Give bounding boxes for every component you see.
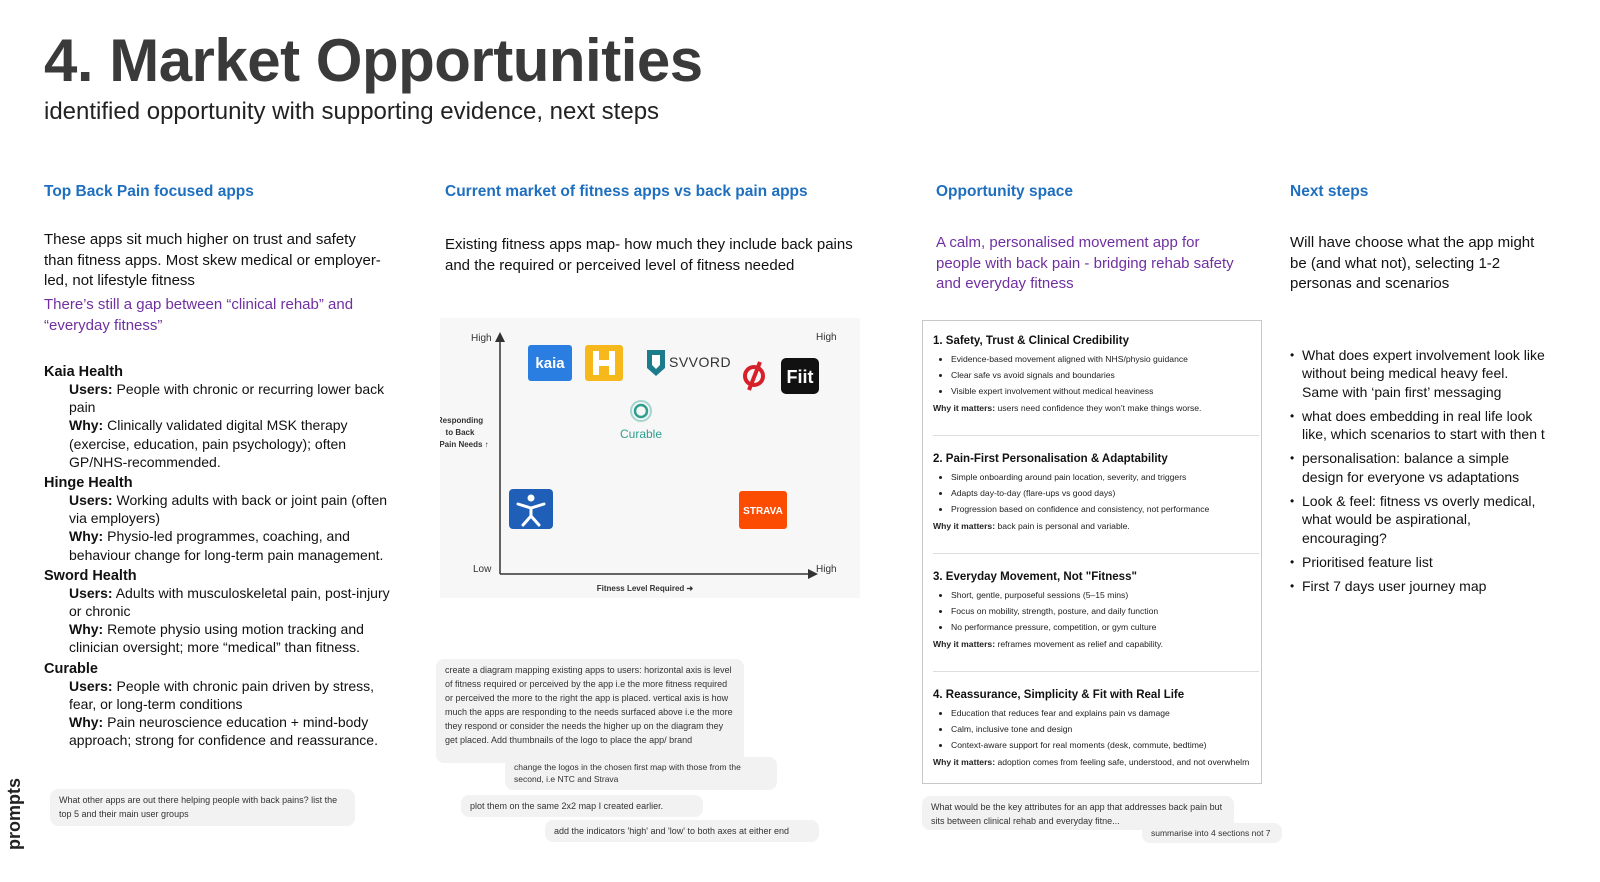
- svvord-logo-text: SVVORD: [669, 354, 732, 370]
- opportunity-section-title: 4. Reassurance, Simplicity & Fit with Real Life: [933, 689, 1185, 701]
- x-high-label: High: [816, 564, 837, 575]
- next-step-item: • Look & feel: fitness vs overly medical, what would be aspirational, encouraging?: [1302, 492, 1547, 547]
- why-label: Why:: [69, 528, 104, 545]
- users-label: Users:: [69, 677, 113, 694]
- market-map-svg: [440, 318, 860, 598]
- app-why-text: Clinically validated digital MSK therapy (exercise, education, pain psychology); often GP/NHS-recommended.: [69, 417, 348, 470]
- kaia-logo-icon: [528, 345, 572, 381]
- curable-logo-icon: [620, 401, 662, 441]
- app-why: [69, 416, 404, 471]
- opportunity-bullet: • Calm, inclusive tone and design: [951, 721, 1259, 737]
- why-it-matters: [933, 757, 1259, 767]
- page-subtitle: identified opportunity with supporting evidence, next steps: [44, 98, 660, 125]
- opportunity-bullet: • Context-aware support for real moments (desk, commute, bedtime): [951, 737, 1259, 753]
- next-step-item: • Prioritised feature list: [1302, 553, 1547, 571]
- why-it-matters-label: Why it matters:: [933, 521, 996, 531]
- why-label: Why:: [69, 621, 104, 638]
- col1-intro: These apps sit much higher on trust and safety than fitness apps. Most skew medical or employer-led, not lifestyle fitness: [44, 231, 381, 289]
- app-why-text: Physio-led programmes, coaching, and behaviour change for long-term pain management.: [69, 528, 384, 563]
- opportunity-summary-box: [922, 320, 1262, 784]
- next-steps-list: [1290, 346, 1547, 602]
- why-label: Why:: [69, 417, 104, 434]
- why-it-matters-text: adoption comes from feeling safe, understood, and not overwhelm: [997, 757, 1250, 767]
- why-it-matters-text: users need confidence they won’t make things worse.: [997, 403, 1202, 413]
- app-users-text: Working adults with back or joint pain (often via employers): [69, 492, 388, 527]
- app-why-text: Pain neuroscience education + mind-body approach; strong for confidence and reassurance.: [69, 714, 378, 749]
- app-name: Hinge Health: [44, 475, 133, 492]
- why-it-matters: [933, 639, 1259, 649]
- sword-logo-icon: [647, 350, 731, 376]
- opportunity-bullet: • Short, gentle, purposeful sessions (5–15 mins): [951, 587, 1259, 603]
- y-axis-arrow-icon: [495, 332, 505, 342]
- col4-intro: Will have choose what the app might be (and what not), selecting 1-2 personas and scenarios: [1290, 234, 1535, 292]
- why-it-matters: [933, 521, 1259, 531]
- opportunity-bullet: • Adapts day-to-day (flare-ups vs good days): [951, 485, 1259, 501]
- app-users: [69, 584, 404, 620]
- prompts-side-label: prompts: [4, 778, 24, 850]
- strava-logo-icon: [739, 491, 787, 529]
- prompt-bubble: create a diagram mapping existing apps to users: horizontal axis is level of fitness required or perceived by the app i.e the more fitness required or perceived the more to the right the app is placed. vertical axis is how much the apps are responding to the needs surfaced above i.e the more they respond or consider the needs the higher up on the diagram they get placed. Add thumbnails of the logo to place the app/ brand: [436, 659, 744, 763]
- opportunity-section: [933, 571, 1259, 649]
- app-entry: [44, 568, 404, 657]
- top-right-high-label: High: [816, 332, 837, 343]
- y-axis-label-line1: Responding: [440, 416, 484, 425]
- why-it-matters-label: Why it matters:: [933, 403, 996, 413]
- y-axis-label-line2: to Back: [445, 428, 475, 437]
- opportunity-bullets: [933, 587, 1259, 635]
- opportunity-bullets: [933, 469, 1259, 517]
- prompt-bubble: summarise into 4 sections not 7: [1142, 823, 1282, 843]
- col4-heading: Next steps: [1290, 183, 1369, 200]
- opportunity-statement: A calm, personalised movement app for people with back pain - bridging rehab safety and everyday fitness: [936, 234, 1234, 292]
- opportunity-section-title: 2. Pain-First Personalisation & Adaptability: [933, 453, 1168, 465]
- app-list: [44, 364, 404, 749]
- why-it-matters-label: Why it matters:: [933, 639, 996, 649]
- opportunity-section-title: 1. Safety, Trust & Clinical Credibility: [933, 335, 1129, 347]
- opportunity-bullet: • Education that reduces fear and explains pain vs damage: [951, 705, 1259, 721]
- app-users-text: People with chronic pain driven by stress, fear, or long-term conditions: [69, 677, 375, 712]
- opportunity-bullets: [933, 351, 1259, 399]
- app-users: [69, 677, 404, 713]
- section-divider: [933, 671, 1259, 672]
- app-why-text: Remote physio using motion tracking and clinician oversight; more “medical” than fitness.: [69, 621, 364, 656]
- app-users: [69, 380, 404, 416]
- opportunity-bullet: • Evidence-based movement aligned with NHS/physio guidance: [951, 351, 1259, 367]
- kaia-logo-text: kaia: [535, 355, 565, 372]
- opportunity-section: [933, 689, 1259, 767]
- next-step-item: • personalisation: balance a simple design for everyone vs adaptations: [1302, 449, 1547, 486]
- app-why: [69, 620, 404, 656]
- prompt-bubble: plot them on the same 2x2 map I created earlier.: [461, 795, 703, 817]
- col2-intro: Existing fitness apps map- how much they include back pains and the required or perceived level of fitness needed: [445, 236, 853, 274]
- hinge-logo-icon: [585, 345, 623, 381]
- fiit-logo-text: Fiit: [786, 367, 814, 387]
- app-entry: [44, 364, 404, 471]
- col1-heading: Top Back Pain focused apps: [44, 183, 254, 200]
- app-entry: [44, 661, 404, 750]
- y-low-label: Low: [473, 564, 492, 575]
- fiit-logo-icon: [781, 358, 819, 394]
- app-why: [69, 713, 404, 749]
- opportunity-bullets: [933, 705, 1259, 753]
- app-users-text: Adults with musculoskeletal pain, post-injury or chronic: [69, 584, 390, 620]
- opportunity-bullet: • No performance pressure, competition, or gym culture: [951, 619, 1259, 635]
- section-divider: [933, 553, 1259, 554]
- y-high-label: High: [471, 333, 492, 344]
- users-label: Users:: [69, 492, 113, 509]
- opportunity-section: [933, 453, 1259, 531]
- prompt-bubble: What other apps are out there helping people with back pains? list the top 5 and their main user groups: [50, 789, 355, 826]
- app-why: [69, 527, 404, 563]
- y-axis-label-line3: Pain Needs ↑: [440, 440, 489, 449]
- users-label: Users:: [69, 584, 113, 601]
- nike-training-club-logo-icon: [509, 489, 553, 529]
- strava-logo-text: STRAVA: [743, 506, 783, 517]
- prompt-bubble: What would be the key attributes for an app that addresses back pain but sits between clinical rehab and everyday fitne...: [922, 796, 1234, 830]
- col1-gap-statement: There’s still a gap between “clinical rehab” and “everyday fitness”: [44, 296, 354, 334]
- why-it-matters-text: back pain is personal and variable.: [997, 521, 1130, 531]
- opportunity-bullet: • Visible expert involvement without medical heaviness: [951, 383, 1259, 399]
- opportunity-bullet: • Clear safe vs avoid signals and boundaries: [951, 367, 1259, 383]
- peloton-logo-icon: [745, 362, 763, 390]
- why-it-matters: [933, 403, 1259, 413]
- opportunity-section: [933, 335, 1259, 413]
- prompt-bubble: add the indicators 'high' and 'low' to both axes at either end: [545, 820, 819, 842]
- market-map: [440, 318, 860, 598]
- next-step-item: • What does expert involvement look like without being medical heavy feel. Same with ‘pain first’ messaging: [1302, 346, 1547, 401]
- opportunity-bullet: • Simple onboarding around pain location, severity, and triggers: [951, 469, 1259, 485]
- page-title: 4. Market Opportunities: [44, 27, 703, 94]
- why-it-matters-text: reframes movement as relief and capability.: [997, 639, 1164, 649]
- app-name: Kaia Health: [44, 364, 123, 380]
- prompt-bubble: change the logos in the chosen first map with those from the second, i.e NTC and Strava: [505, 757, 777, 790]
- opportunity-bullet: • Focus on mobility, strength, posture, and daily function: [951, 603, 1259, 619]
- section-divider: [933, 435, 1259, 436]
- app-users: [69, 491, 404, 527]
- app-entry: [44, 475, 404, 564]
- opportunity-bullet: • Progression based on confidence and consistency, not performance: [951, 501, 1259, 517]
- app-users-text: People with chronic or recurring lower back pain: [69, 381, 385, 416]
- users-label: Users:: [69, 381, 113, 397]
- app-name: Curable: [44, 660, 98, 677]
- col2-heading: Current market of fitness apps vs back pain apps: [445, 183, 808, 200]
- why-it-matters-label: Why it matters:: [933, 757, 996, 767]
- next-step-item: • what does embedding in real life look like, which scenarios to start with then t: [1302, 407, 1547, 444]
- curable-logo-text: Curable: [619, 427, 663, 441]
- x-axis-label: Fitness Level Required ➜: [596, 584, 694, 593]
- opportunity-section-title: 3. Everyday Movement, Not "Fitness": [933, 571, 1137, 583]
- col3-heading: Opportunity space: [936, 183, 1073, 200]
- next-step-item: • First 7 days user journey map: [1302, 577, 1547, 595]
- app-name: Sword Health: [44, 567, 137, 584]
- why-label: Why:: [69, 714, 104, 731]
